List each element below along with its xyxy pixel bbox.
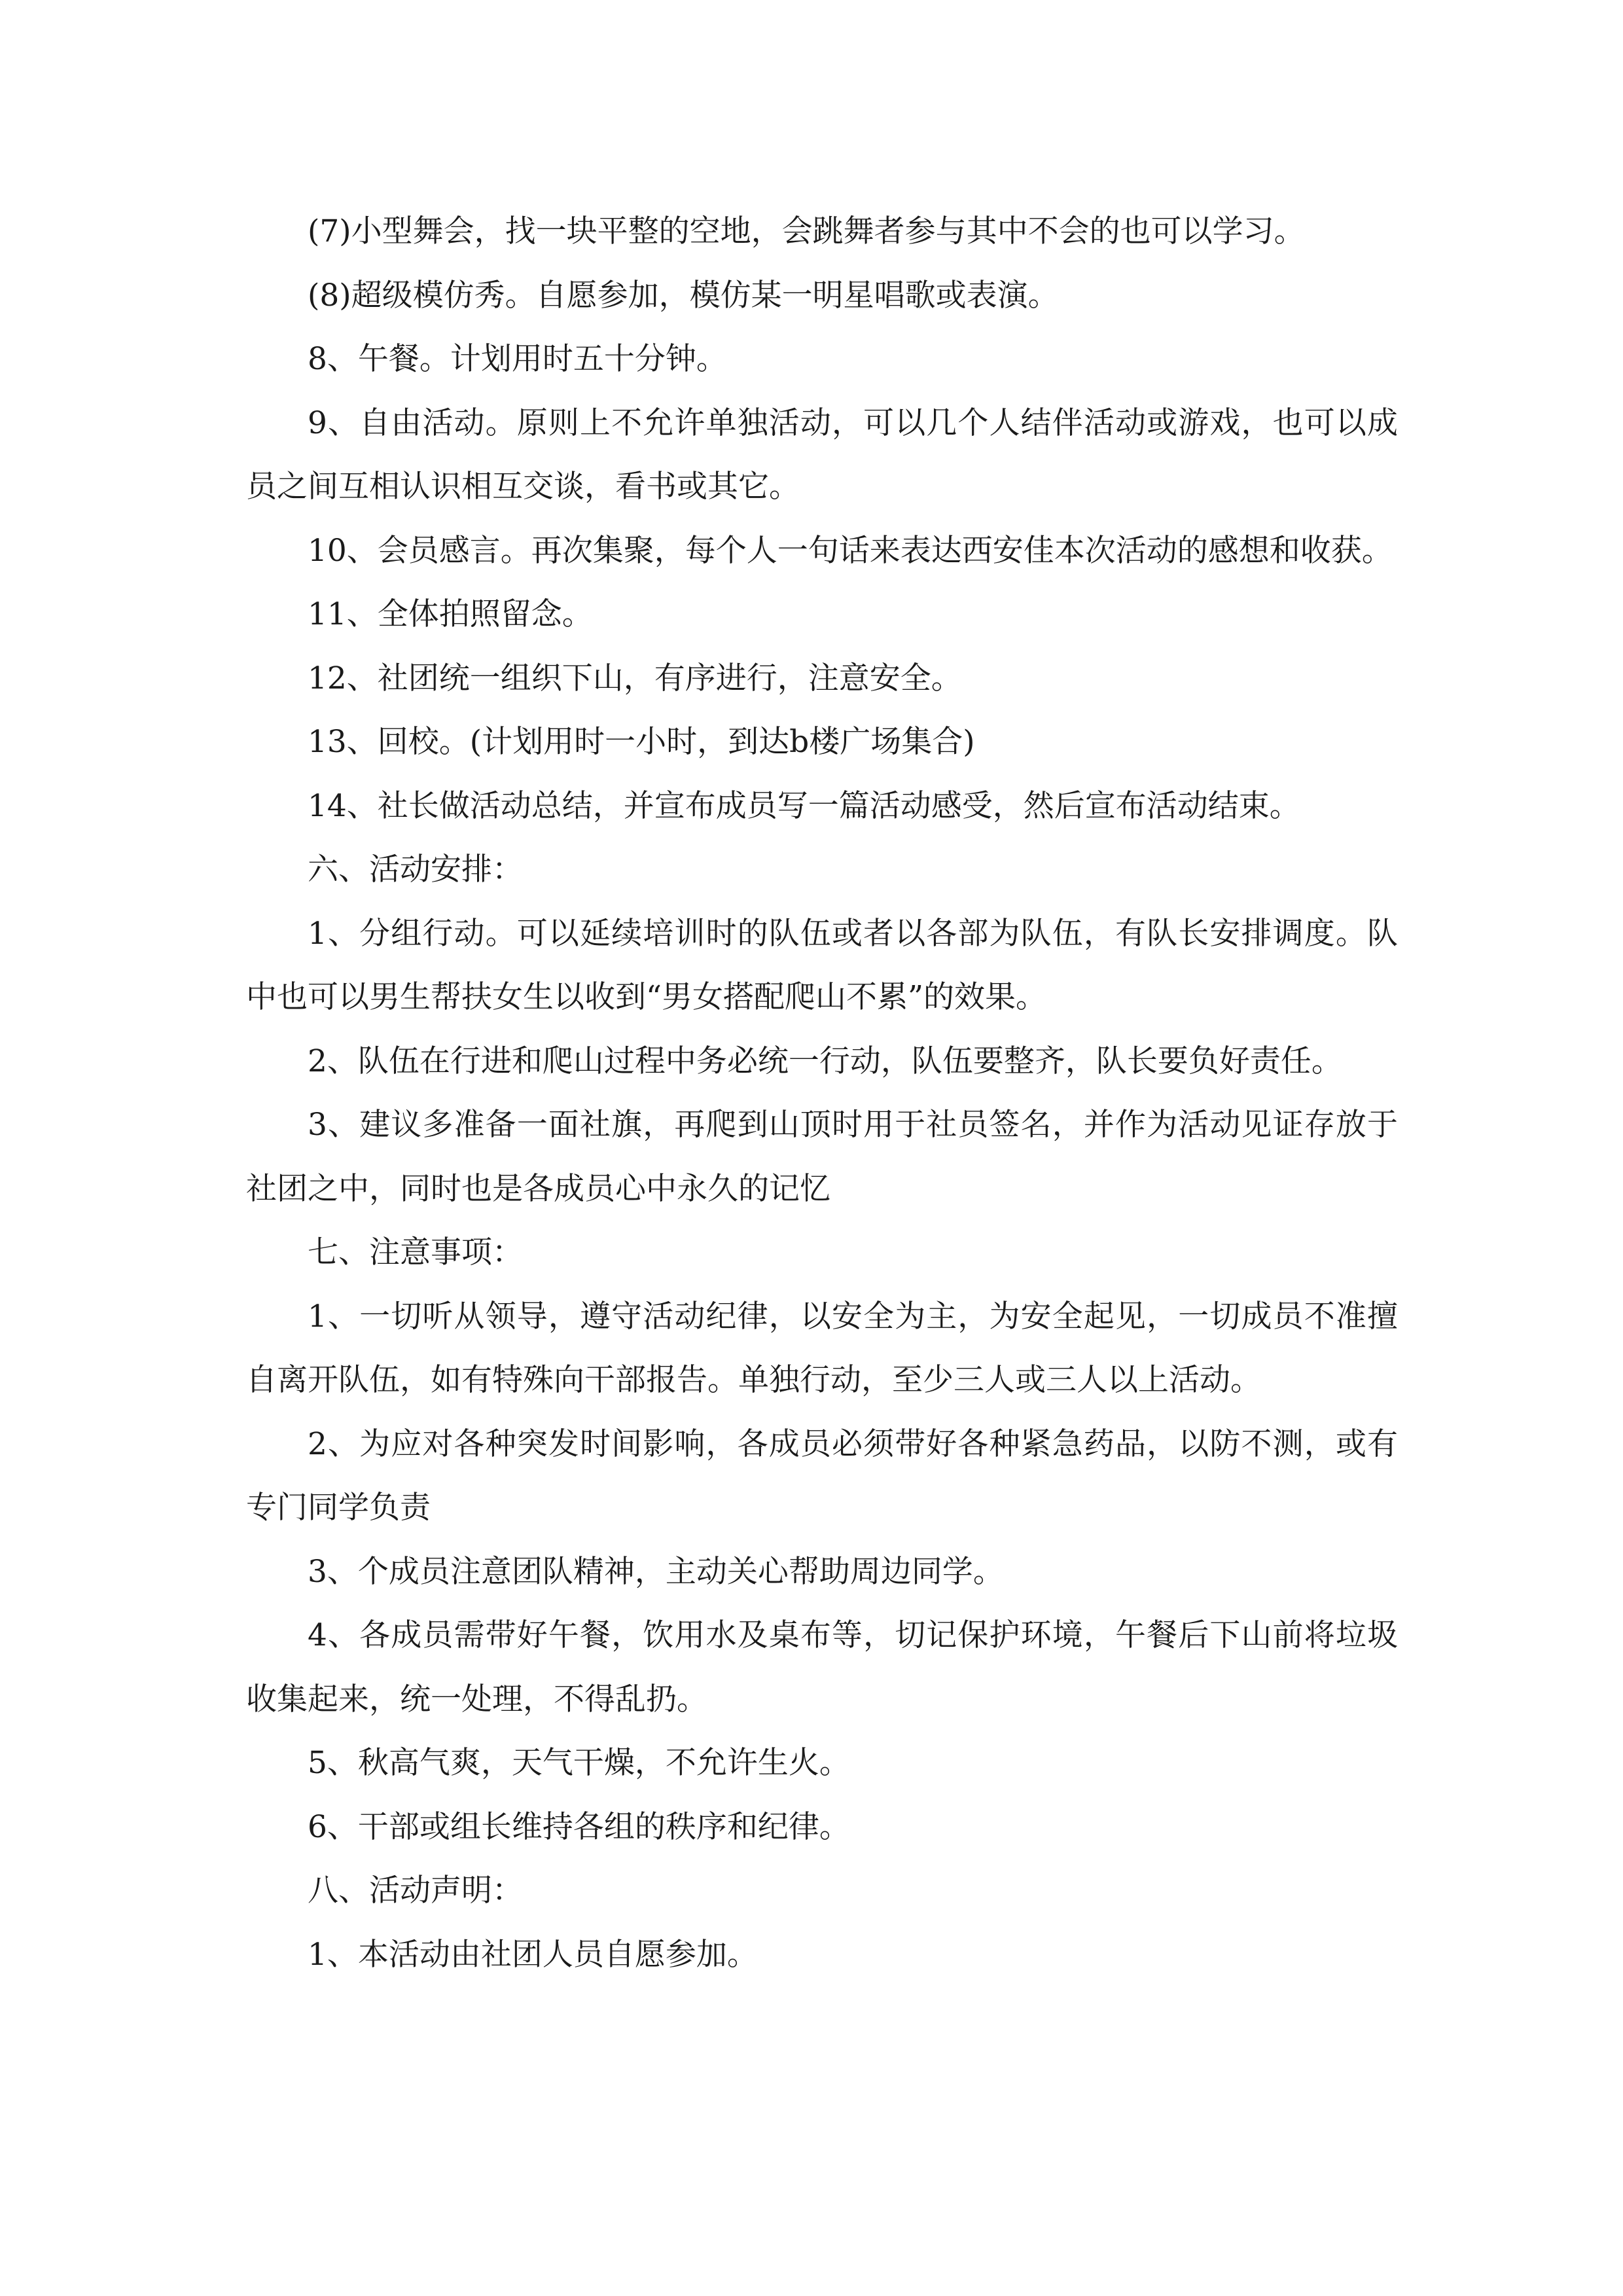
- section-heading-notes: 七、注意事项：: [308, 1234, 523, 1270]
- paragraph-descend: 12、社团统一组织下山，有序进行，注意安全。: [308, 660, 962, 696]
- paragraph-statement-1: 1、本活动由社团人员自愿参加。: [308, 1936, 758, 1973]
- paragraph-notes-2: 2、为应对各种突发时间影响，各成员必须带好各种紧急药品，以防不测，或有专门同学负责: [246, 1426, 1398, 1526]
- paragraph-arrangement-3: 3、建议多准备一面社旗，再爬到山顶时用于社员签名，并作为活动见证存放于社团之中，同时也是各成员心中永久的记忆: [246, 1107, 1398, 1207]
- paragraph-notes-5: 5、秋高气爽，天气干燥，不允许生火。: [308, 1745, 850, 1781]
- paragraph-return: 13、回校。(计划用时一小时，到达b楼广场集合): [308, 724, 975, 760]
- paragraph-group-photo: 11、全体拍照留念。: [308, 596, 593, 632]
- paragraph-notes-3: 3、个成员注意团队精神，主动关心帮助周边同学。: [308, 1553, 1004, 1590]
- paragraph-notes-4: 4、各成员需带好午餐，饮用水及桌布等，切记保护环境，午餐后下山前将垃圾收集起来，统一处理，不得乱扔。: [246, 1617, 1398, 1717]
- paragraph-notes-1: 1、一切听从领导，遵守活动纪律，以安全为主，为安全起见，一切成员不准擅自离开队伍，如有特殊向干部报告。单独行动，至少三人或三人以上活动。: [246, 1298, 1398, 1398]
- paragraph-item-7: (7)小型舞会，找一块平整的空地，会跳舞者参与其中不会的也可以学习。: [308, 213, 1305, 249]
- paragraph-notes-6: 6、干部或组长维持各组的秩序和纪律。: [308, 1808, 850, 1845]
- paragraph-item-8: (8)超级模仿秀。自愿参加，模仿某一明星唱歌或表演。: [308, 277, 1059, 314]
- paragraph-lunch: 8、午餐。计划用时五十分钟。: [308, 341, 727, 377]
- paragraph-member-reflections: 10、会员感言。再次集聚，每个人一句话来表达西安佳本次活动的感想和收获。: [308, 532, 1393, 569]
- document-body: [246, 200, 1398, 1986]
- section-heading-arrangement: 六、活动安排：: [308, 852, 523, 888]
- paragraph-free-activity: 9、自由活动。原则上不允许单独活动，可以几个人结伴活动或游戏，也可以成员之间互相认识相互交谈，看书或其它。: [246, 404, 1398, 505]
- paragraph-arrangement-1: 1、分组行动。可以延续培训时的队伍或者以各部为队伍，有队长安排调度。队中也可以男生帮扶女生以收到“男女搭配爬山不累”的效果。: [246, 915, 1398, 1015]
- section-heading-statement: 八、活动声明：: [308, 1873, 523, 1909]
- paragraph-arrangement-2: 2、队伍在行进和爬山过程中务必统一行动，队伍要整齐，队长要负好责任。: [308, 1043, 1342, 1079]
- paragraph-summary: 14、社长做活动总结，并宣布成员写一篇活动感受，然后宣布活动结束。: [308, 787, 1300, 824]
